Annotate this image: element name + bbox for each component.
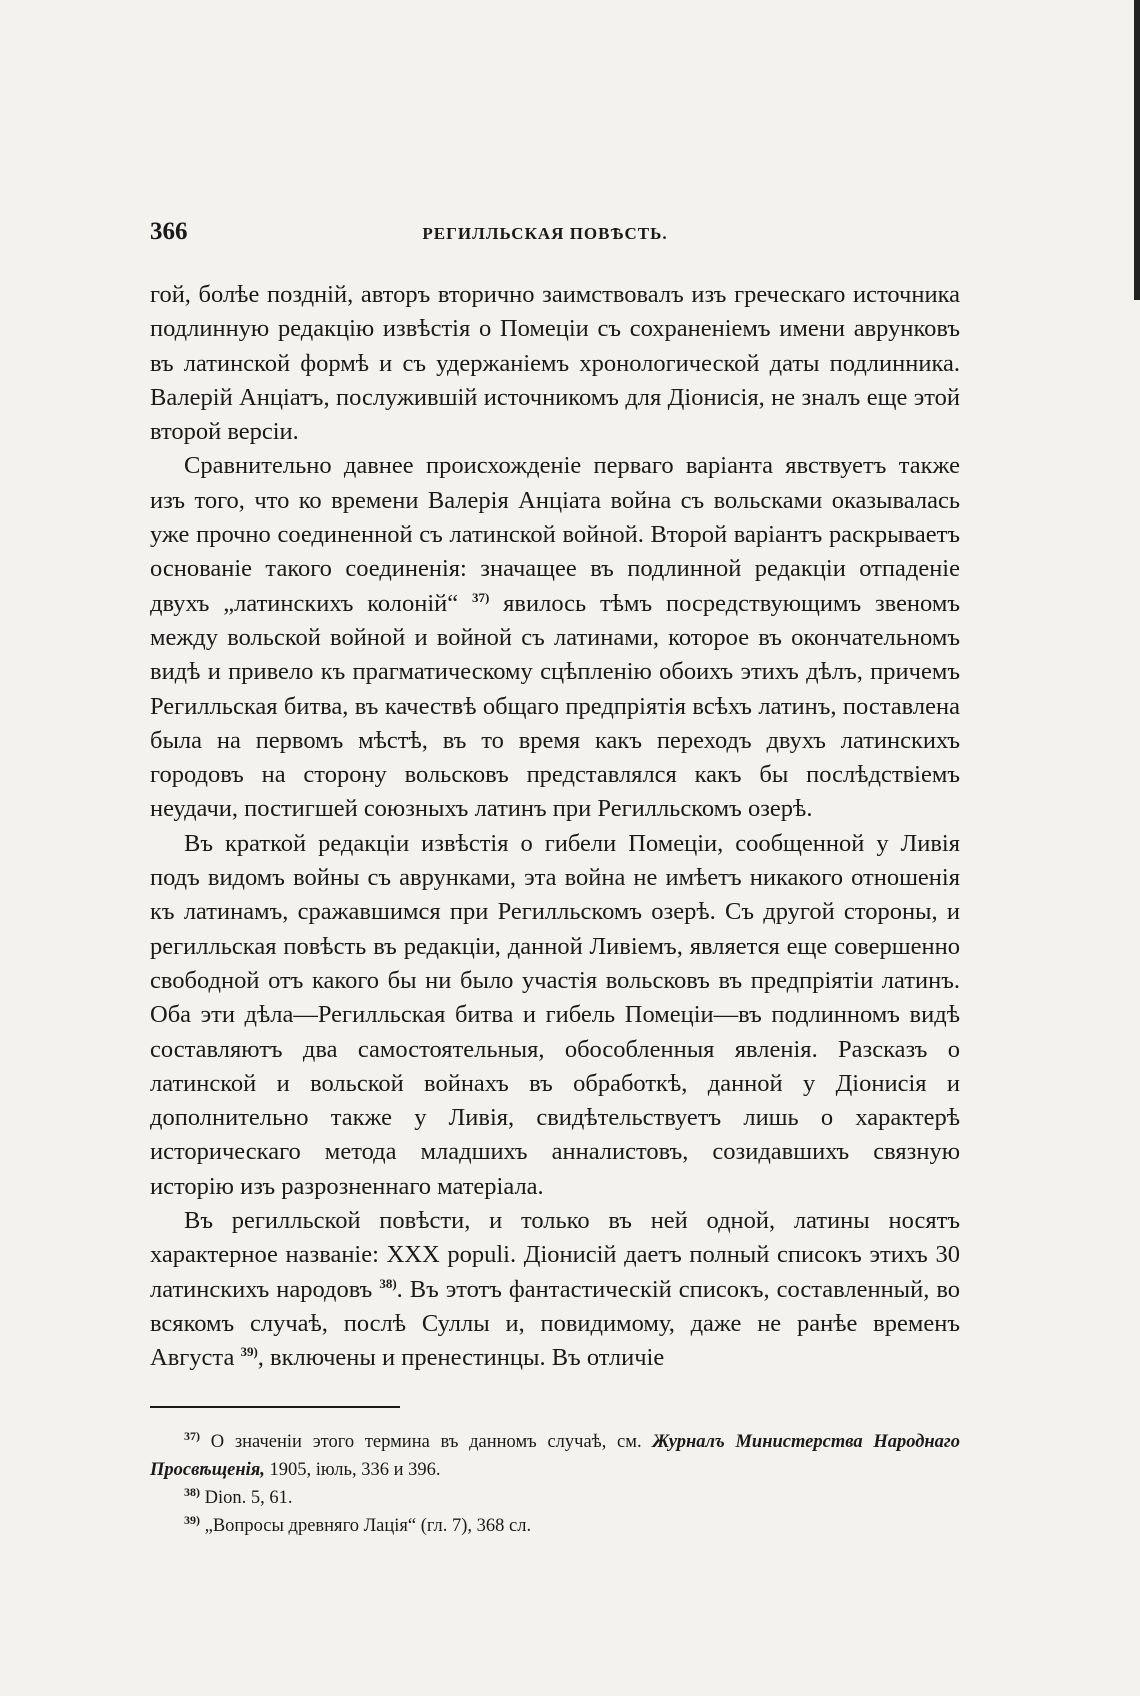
text-run: „Вопросы древняго Лація“ (гл. 7), 368 сл. [200,1515,532,1536]
paragraph [150,278,960,449]
paragraph [150,449,960,826]
text-run: гой, болѣе поздній, авторъ вторично заимствовалъ изъ греческаго источника подлинную редакцію извѣстія о Помеціи съ сохраненіемъ имени аврунковъ въ латинской формѣ и съ удержаніемъ хронологической даты подлинника. Валерій Анціатъ, послужившій источникомъ для Діонисія, не зналъ еще этой второй версіи. [150,281,960,446]
text-run: Сравнительно давнее происхожденіе перваго варіанта явствуетъ также изъ того, что ко времени Валерія Анціата война съ вольсками оказывалась уже прочно соединенной съ латинской войной. Второй варіантъ раскрываетъ основаніе такого соединенія: значащее въ подлинной редакціи отпаденіе двухъ „латинскихъ колоній“ [150,452,960,617]
text-run: О значеніи этого термина въ данномъ случаѣ, см. [200,1431,653,1452]
footnote-reference: 37) [471,589,490,605]
footnote-reference: 39) [240,1344,258,1360]
footnote [150,1512,960,1540]
book-page [150,218,960,1540]
text-run: явилось тѣмъ посредствующимъ звеномъ между вольской войной и войной съ латинами, которое въ окончательномъ видѣ и привело къ прагматическому сцѣпленію обоихъ этихъ дѣлъ, причемъ Регилльская битва, въ качествѣ общаго предпріятія всѣхъ латинъ, поставлена была на первомъ мѣстѣ, въ то время какъ переходъ двухъ латинскихъ городовъ на сторону вольсковъ представлялся какъ бы послѣдствіемъ неудачи, постигшей союзныхъ латинъ при Регилльскомъ озерѣ. [150,589,961,823]
footnote-mark: 37) [184,1428,200,1443]
footnote-mark: 39) [184,1512,200,1527]
page-header [150,218,960,248]
text-run: . Въ этотъ фантастическій списокъ, составленный, во всякомъ случаѣ, послѣ Суллы и, повидимому, даже не ранѣе временъ Августа [150,1275,960,1372]
text-run: , включены и пренестинцы. Въ отличіе [257,1344,665,1372]
page-number: 366 [150,218,188,245]
text-run: Dion. 5, 61. [200,1487,293,1508]
paragraph [150,827,960,1204]
footnote [150,1484,960,1512]
text-run: Въ краткой редакціи извѣстія о гибели Помеціи, сообщенной у Ливія подъ видомъ войны съ аврунками, эта война не имѣетъ никакого отношенія къ латинамъ, сражавшимся при Регилльскомъ озерѣ. Съ другой стороны, и регилльская повѣсть въ редакціи, данной Ливіемъ, является еще совершенно свободной отъ какого бы ни было участія вольсковъ въ предпріятіи латинъ. Оба эти дѣла—Регилльская битва и гибель Помеціи—въ подлинномъ видѣ составляютъ два самостоятельныя, обособленныя явленія. Разсказъ о латинской и вольской войнахъ въ обработкѣ, данной у Діонисія и дополнительно также у Ливія, свидѣтельствуетъ лишь о характерѣ историческаго метода младшихъ анналистовъ, созидавшихъ связную исторію изъ разрозненнаго матеріала. [150,829,960,1200]
text-run: 1905, іюль, 336 и 396. [264,1459,441,1480]
footnote-reference: 38) [379,1275,397,1291]
scan-edge [1134,0,1140,300]
body-text [150,278,960,1376]
footnotes [150,1428,960,1540]
footnote-mark: 38) [184,1484,200,1499]
text-run: Въ регилльской повѣсти, и только въ ней одной, латины носятъ характерное названіе: XXX populi. Діонисій даетъ полный списокъ этихъ 30 латинскихъ народовъ [150,1207,960,1303]
footnote [150,1428,960,1484]
running-head: РЕГИЛЛЬСКАЯ ПОВѢСТЬ. [422,224,668,243]
paragraph [150,1204,960,1375]
footnote-rule [150,1406,400,1408]
italic-title: Журналъ Министерства Народнаго Просвѣщенія, [150,1431,960,1480]
